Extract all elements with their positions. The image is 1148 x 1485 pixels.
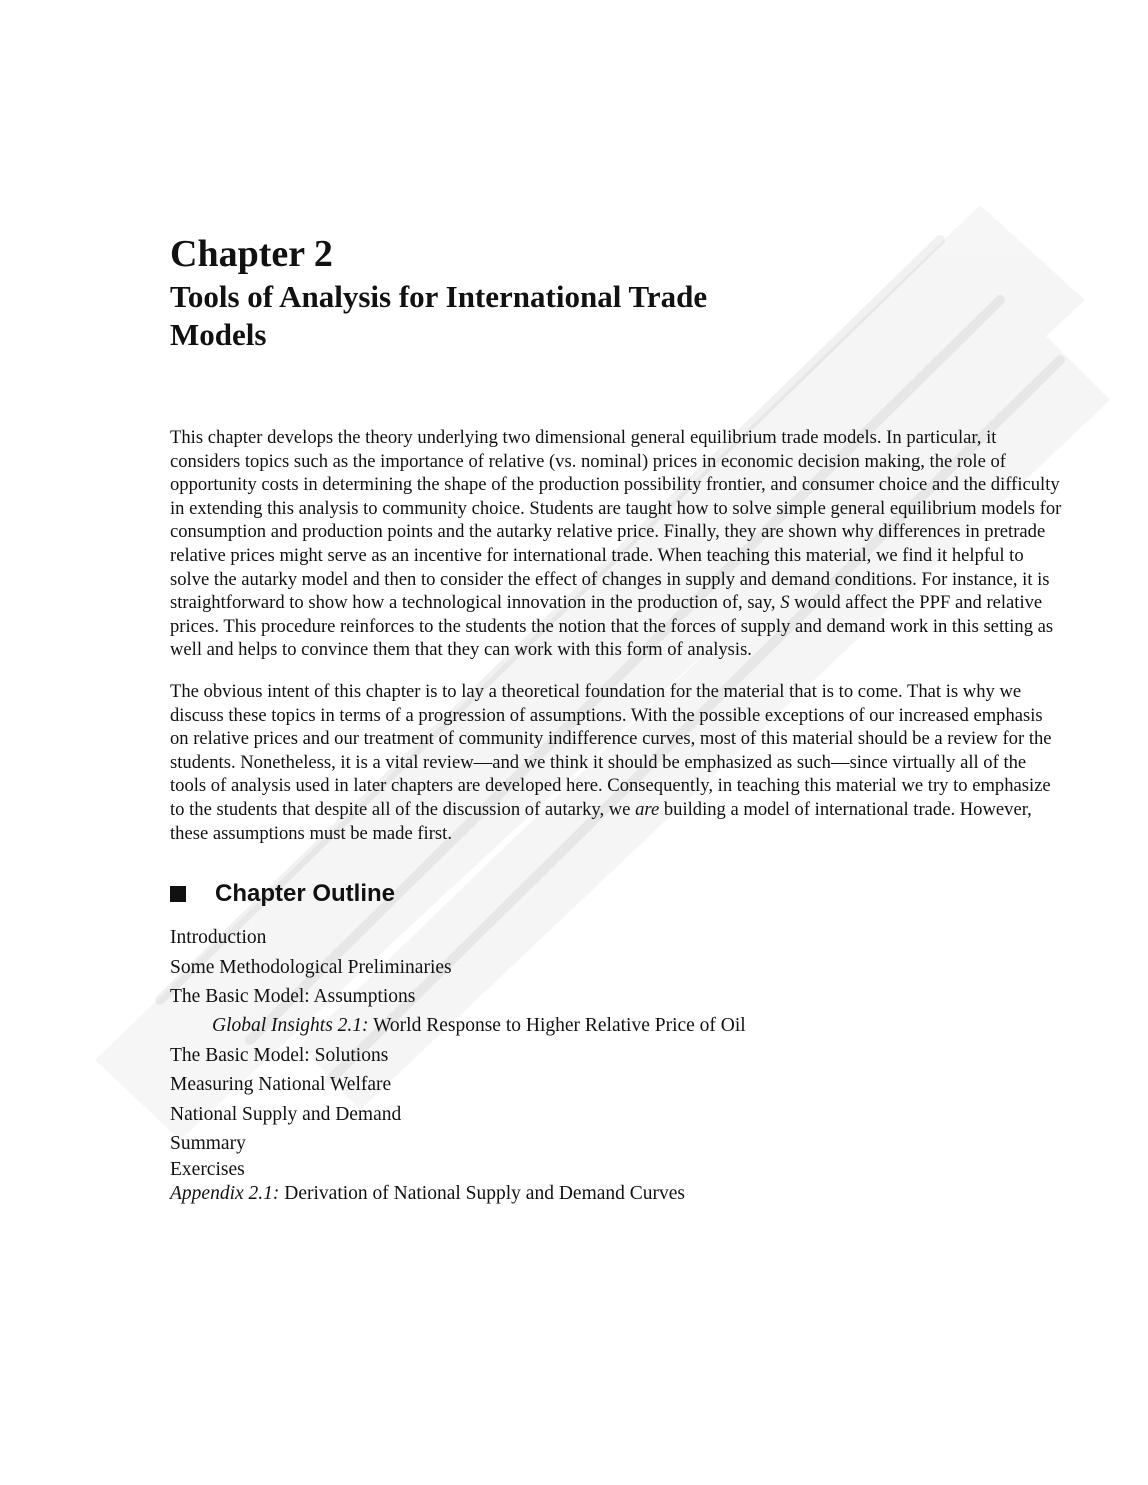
intro-paragraph-1-italic: S [780, 592, 790, 614]
outline-subitem [170, 1011, 1070, 1040]
intro-paragraph-1-text: This chapter develops the theory underlying two dimensional general equilibrium trade models. In particular, it considers topics such as the importance of relative (vs. nominal) prices in economic decision making, the role of opportunity costs in determining the shape of the production possibility frontier, and consumer choice and the difficulty in extending this analysis to community choice. Students are taught how to solve simple general equilibrium models for consumption and production points and the autarky relative price. Finally, they are shown why differences in pretrade relative prices might serve as an incentive for international trade. When teaching this material, we find it helpful to solve the autarky model and then to consider the effect of changes in supply and demand conditions. For instance, it is straightforward to show how a technological innovation in the production of, say, [170, 427, 1062, 614]
chapter-outline-title: Chapter Outline [215, 880, 396, 908]
square-bullet-icon [170, 886, 186, 902]
outline-item [170, 1182, 1070, 1206]
outline-item-label: Derivation of National Supply and Demand Curves [284, 1183, 686, 1205]
outline-item-prefix: Global Insights 2.1: [212, 1015, 369, 1037]
outline-item: Exercises [170, 1159, 245, 1181]
chapter-outline-heading [170, 879, 1070, 909]
intro-paragraph-2-italic: are [635, 798, 660, 820]
intro-paragraph-1 [170, 426, 1062, 662]
intro-paragraph-2-end: building a model of international trade. However, these assumptions must be made first. [170, 798, 1032, 844]
outline-item: The Basic Model: Solutions [170, 1044, 389, 1066]
outline-item-label: World Response to Higher Relative Price of Oil [373, 1015, 746, 1037]
outline-item: National Supply and Demand [170, 1103, 402, 1125]
intro-paragraph-2-text: The obvious intent of this chapter is to lay a theoretical foundation for the material that is to come. That is why we discuss these topics in terms of a progression of assumptions. With the possible exceptions of our increased emphasis on relative prices and our treatment of community indifference curves, most of this material should be a review for the students. Nonetheless, it is a vital review—and we think it should be emphasized as such—since virtually all of the tools of analysis used in later chapters are developed here. Consequently, in teaching this material we try to emphasize to the students that despite all of the discussion of autarky, we [170, 680, 1052, 820]
intro-paragraph-2 [170, 680, 1062, 845]
outline-item: Introduction [170, 927, 267, 949]
chapter-title: Tools of Analysis for International Trade Models [170, 279, 708, 352]
page-content [170, 230, 1070, 1206]
chapter-number: Chapter 2 [170, 233, 333, 275]
outline-item: The Basic Model: Assumptions [170, 985, 416, 1007]
outline-item-prefix: Appendix 2.1: [170, 1183, 280, 1205]
outline-item: Summary [170, 1132, 246, 1154]
chapter-outline-list [170, 923, 1070, 1206]
outline-item: Some Methodological Preliminaries [170, 956, 452, 978]
chapter-introduction [170, 426, 1070, 845]
intro-paragraph-1-end: would affect the PPF and relative prices. This procedure reinforces to the students the notion that the forces of supply and demand work in this setting as well and helps to convince them that they can work with this form of analysis. [170, 592, 1054, 661]
outline-item: Measuring National Welfare [170, 1074, 392, 1096]
